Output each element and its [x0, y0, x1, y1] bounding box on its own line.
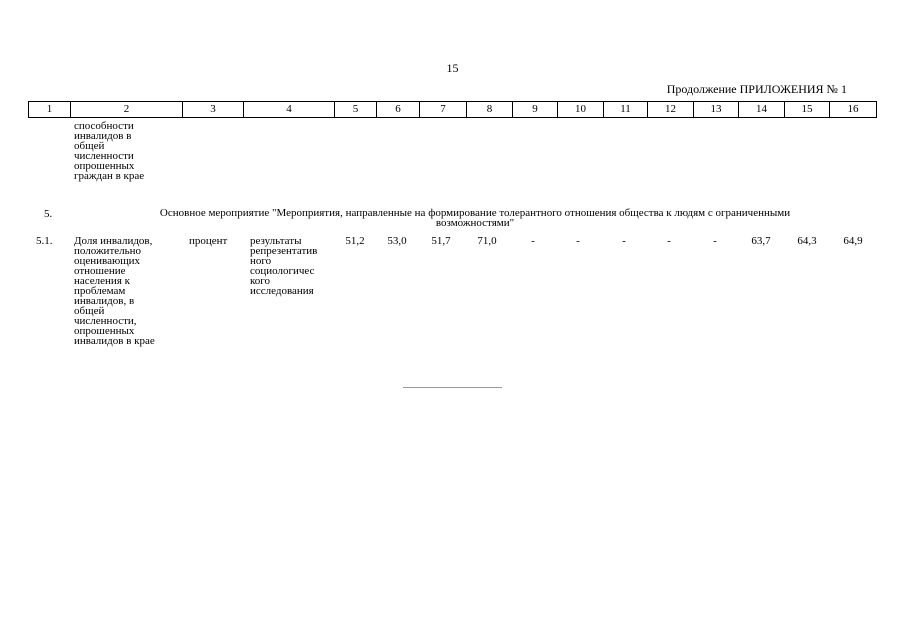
- column-header-10: 10: [558, 102, 604, 118]
- continuation-label: Продолжение ПРИЛОЖЕНИЯ № 1: [666, 82, 847, 96]
- column-header-1: 1: [29, 102, 71, 118]
- value-col-14: 63,7: [751, 235, 771, 247]
- row-number: 5.1.: [36, 235, 53, 247]
- column-header-6: 6: [377, 102, 420, 118]
- column-header-15: 15: [785, 102, 830, 118]
- column-header-8: 8: [467, 102, 513, 118]
- footnote-separator: [403, 387, 502, 388]
- value-col-5: 51,2: [345, 235, 365, 247]
- indicator-name: Доля инвалидов, положительно оценивающих отношение населения к проблемам инвалидов, в общей численности, опрошенных инвалидов в крае: [74, 235, 155, 347]
- unit-of-measure: процент: [189, 235, 228, 247]
- column-header-16: 16: [830, 102, 877, 118]
- column-header-4: 4: [244, 102, 335, 118]
- value-col-15: 64,3: [797, 235, 817, 247]
- data-source: результаты репрезентатив ного социологичес кого исследования: [250, 235, 318, 297]
- column-number-header: [28, 101, 877, 118]
- value-col-11: -: [622, 235, 626, 247]
- column-header-14: 14: [739, 102, 785, 118]
- column-header-5: 5: [335, 102, 377, 118]
- section-number: 5.: [44, 208, 53, 220]
- column-header-7: 7: [420, 102, 467, 118]
- value-col-12: -: [667, 235, 671, 247]
- value-col-6: 53,0: [387, 235, 407, 247]
- column-header-12: 12: [648, 102, 694, 118]
- value-col-9: -: [531, 235, 535, 247]
- value-col-8: 71,0: [477, 235, 497, 247]
- section-title: Основное мероприятие "Мероприятия, направленные на формирование толерантного отношения общества к людям с ограниченными возможностями": [159, 207, 791, 229]
- value-col-10: -: [576, 235, 580, 247]
- value-col-13: -: [713, 235, 717, 247]
- column-header-11: 11: [604, 102, 648, 118]
- column-header-3: 3: [183, 102, 244, 118]
- value-col-16: 64,9: [843, 235, 863, 247]
- column-header-2: 2: [71, 102, 183, 118]
- column-header-13: 13: [694, 102, 739, 118]
- page-number: 15: [446, 61, 459, 75]
- value-col-7: 51,7: [431, 235, 451, 247]
- column-header-9: 9: [513, 102, 558, 118]
- carryover-indicator-text: способности инвалидов в общей численности опрошенных граждан в крае: [74, 120, 145, 182]
